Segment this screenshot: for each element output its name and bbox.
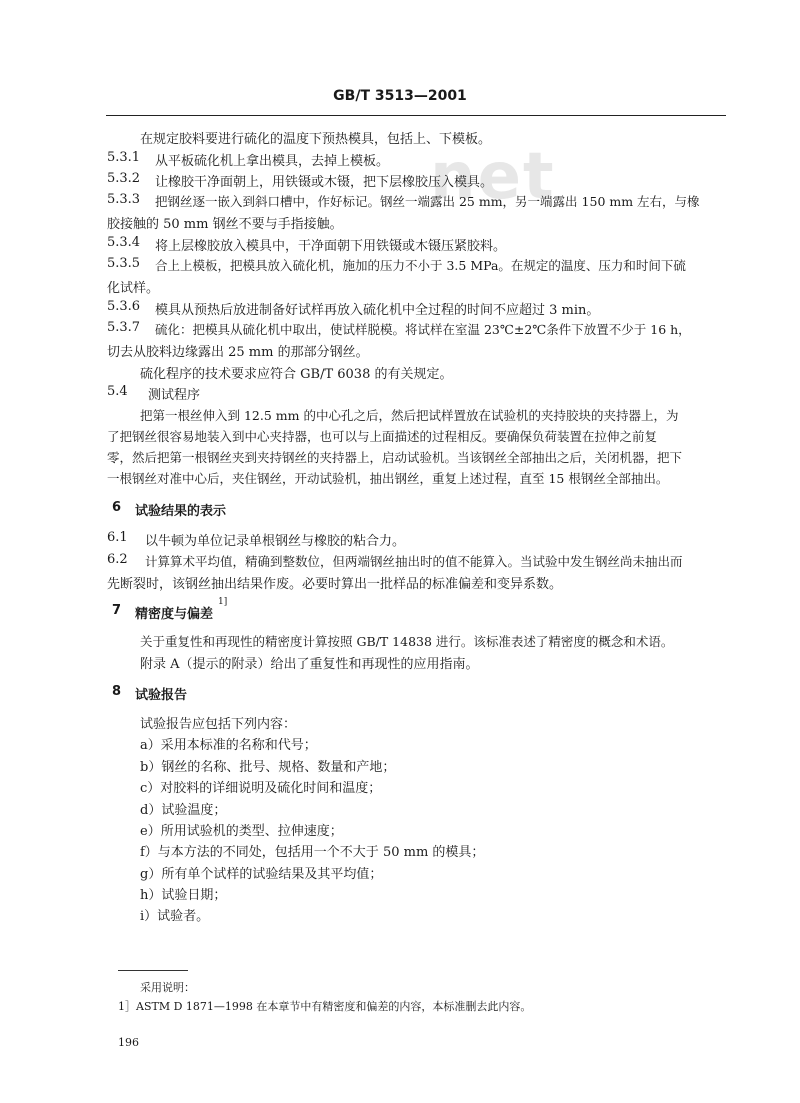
header-rule [106,115,726,116]
footnote-title: 采用说明： [140,981,195,994]
paragraph-line: 计算算术平均值，精确到整数位，但两端钢丝抽出时的值不能算入。当试验中发生钢丝尚未抽出而 [145,554,683,569]
paragraph-line: 合上上模板，把模具放入硫化机，施加的压力不小于 3.5 MPa。在规定的温度、压力和时间下硫 [155,258,686,273]
paragraph-line: 硫化程序的技术要求应符合 GB/T 6038 的有关规定。 [140,367,453,382]
page-header: GB/T 3513—2001 [333,88,467,104]
clause-number: 5.4 [107,384,128,399]
paragraph-line: 胶接触的 50 mm 钢丝不要与手指接触。 [107,217,343,232]
subsection-title: 测试程序 [148,388,201,403]
paragraph-line: 把第一根丝伸入到 12.5 mm 的中心孔之后，然后把试样置放在试验机的夹持胶块的夹持器上，为 [140,408,679,423]
list-item: b）钢丝的名称、批号、规格、数量和产地； [140,760,396,775]
clause-number: 5.3.1 [107,150,141,165]
clause-number: 5.3.5 [107,256,141,271]
clause-number: 5.3.2 [107,171,141,186]
paragraph-line: 关于重复性和再现性的精密度计算按照 GB/T 14838 进行。该标准表述了精密度的概念和术语。 [140,634,674,649]
list-item: h）试验日期； [140,888,227,903]
list-item: c）对胶料的详细说明及硫化时间和温度； [140,781,382,796]
paragraph-line: 在规定胶料要进行硫化的温度下预热模具，包括上、下模板。 [140,132,492,147]
paragraph-line: 把钢丝逐一嵌入到斜口槽中，作好标记。钢丝一端露出 25 mm，另一端露出 150 mm 左右，与橡 [155,194,700,209]
watermark: net [430,140,556,214]
list-item: e）所用试验机的类型、拉伸速度； [140,824,343,839]
section-heading: 试验报告 [135,688,188,703]
paragraph-line: 零，然后把第一根钢丝夹到夹持钢丝的夹持器上，启动试验机。当该钢丝全部抽出之后，关闭机器，把下 [107,450,683,465]
footnote-marker: 1] [218,597,228,607]
clause-number: 5.3.6 [107,299,141,314]
paragraph-line: 附录 A（提示的附录）给出了重复性和再现性的应用指南。 [140,657,479,672]
list-item: d）试验温度； [140,803,227,818]
clause-number: 6.2 [107,552,128,567]
section-heading: 试验结果的表示 [135,504,227,519]
paragraph-line: 了把钢丝很容易地装入到中心夹持器，也可以与上面描述的过程相反。要确保负荷装置在拉伸之前复 [107,429,658,444]
clause-number: 5.3.3 [107,192,141,207]
paragraph-line: 先断裂时，该钢丝抽出结果作废。必要时算出一批样品的标准偏差和变异系数。 [107,577,563,592]
list-item: a）采用本标准的名称和代号； [140,738,317,753]
paragraph-line: 让橡胶干净面朝上，用铁镊或木镊，把下层橡胶压入模具。 [155,175,494,190]
clause-number: 5.3.7 [107,320,141,335]
paragraph-line: 试验报告应包括下列内容： [140,717,297,732]
paragraph-line: 从平板硫化机上拿出模具，去掉上模板。 [155,154,390,169]
list-item: f）与本方法的不同处，包括用一个不大于 50 mm 的模具； [140,845,485,860]
paragraph-line: 化试样。 [107,281,160,296]
list-item: i）试验者。 [140,909,210,924]
paragraph-line: 将上层橡胶放入模具中，干净面朝下用铁镊或木镊压紧胶料。 [155,239,507,254]
footnote-text: 1］ASTM D 1871—1998 在本章节中有精密度和偏差的内容，本标准删去此内容。 [118,1000,532,1013]
section-number: 6 [112,500,122,515]
clause-number: 6.1 [107,530,128,545]
section-number: 8 [112,684,122,699]
footnote-rule [118,970,188,971]
section-number: 7 [112,603,122,618]
paragraph-line: 以牛顿为单位记录单根钢丝与橡胶的粘合力。 [145,534,406,549]
page-number: 196 [118,1036,139,1049]
clause-number: 5.3.4 [107,235,141,250]
paragraph-line: 模具从预热后放进制备好试样再放入硫化机中全过程的时间不应超过 3 min。 [155,303,600,318]
paragraph-line: 一根钢丝对准中心后，夹住钢丝，开动试验机，抽出钢丝，重复上述过程，直至 15 根钢丝全部抽出。 [107,471,669,486]
paragraph-line: 切去从胶料边缘露出 25 mm 的那部分钢丝。 [107,345,369,360]
paragraph-line: 硫化：把模具从硫化机中取出，使试样脱模。将试样在室温 23℃±2℃条件下放置不少于 16 h， [155,322,691,337]
section-heading: 精密度与偏差 [135,607,214,622]
list-item: g）所有单个试样的试验结果及其平均值； [140,867,383,882]
